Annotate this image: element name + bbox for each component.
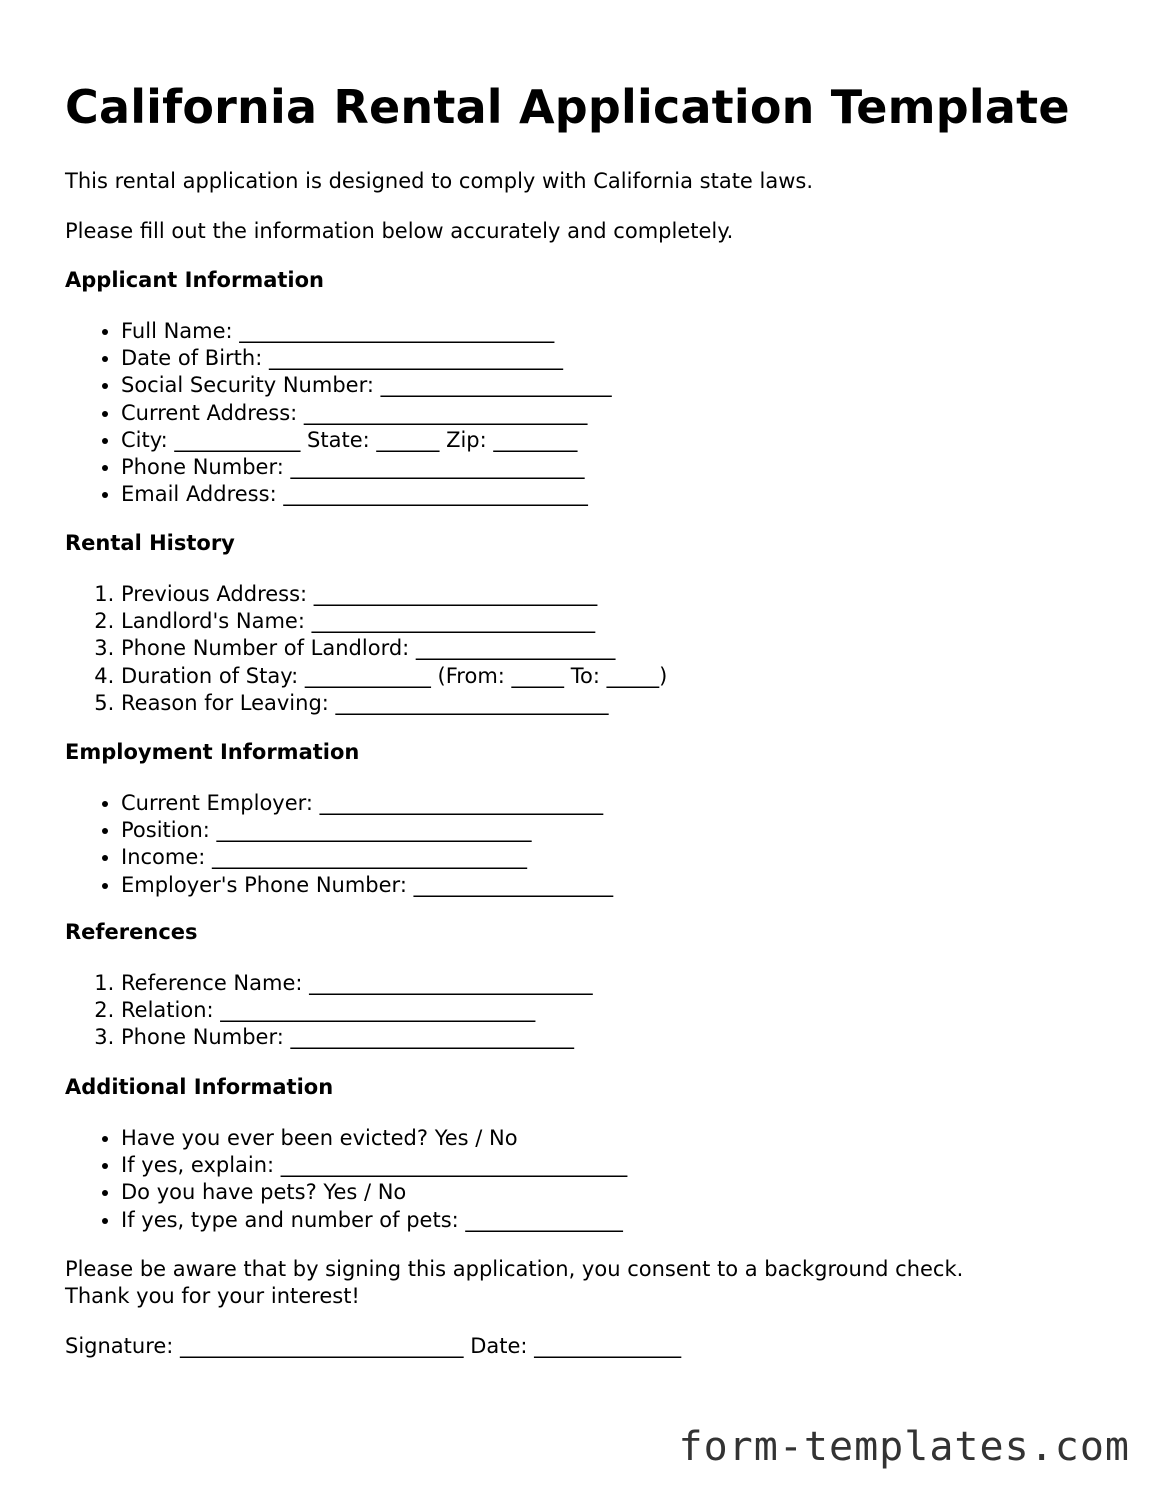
applicant-list — [65, 318, 612, 508]
list-item: • If yes, type and number of pets: _______________ — [121, 1207, 627, 1234]
consent-line-2: Thank you for your interest! — [65, 1284, 360, 1308]
references-heading: References — [65, 920, 198, 944]
list-item: 3. Phone Number of Landlord: ___________________ — [121, 635, 667, 662]
page-title: California Rental Application Template — [65, 80, 1070, 134]
list-item: 2. Relation: ______________________________ — [121, 997, 593, 1024]
list-item: 1. Reference Name: ___________________________ — [121, 970, 593, 997]
intro-line-1: This rental application is designed to comply with California state laws. — [65, 169, 814, 193]
list-item: • Employer's Phone Number: ___________________ — [121, 872, 613, 899]
list-item: 1. Previous Address: ___________________________ — [121, 581, 667, 608]
list-item: 5. Reason for Leaving: __________________________ — [121, 690, 667, 717]
list-item: • City: ____________ State: ______ Zip: ________ — [121, 427, 612, 454]
list-item: • Position: ______________________________ — [121, 817, 613, 844]
list-item: 3. Phone Number: ___________________________ — [121, 1024, 593, 1051]
list-item: • Full Name: ______________________________ — [121, 318, 612, 345]
list-item: 4. Duration of Stay: ____________ (From: _____ To: _____) — [121, 663, 667, 690]
employment-list — [65, 790, 613, 899]
intro-line-2: Please fill out the information below accurately and completely. — [65, 219, 734, 243]
list-item: • Current Address: ___________________________ — [121, 400, 612, 427]
list-item: • Social Security Number: ______________________ — [121, 372, 612, 399]
list-item: • Have you ever been evicted? Yes / No — [121, 1125, 627, 1152]
additional-heading: Additional Information — [65, 1075, 334, 1099]
consent-line-1: Please be aware that by signing this application, you consent to a background check. — [65, 1257, 964, 1281]
list-item: • If yes, explain: _________________________________ — [121, 1152, 627, 1179]
signature-date-line: Signature: ___________________________ Date: ______________ — [65, 1334, 682, 1358]
watermark-text: form-templates.com — [678, 1424, 1130, 1470]
applicant-heading: Applicant Information — [65, 268, 324, 292]
list-item: • Current Employer: ___________________________ — [121, 790, 613, 817]
additional-list — [65, 1125, 627, 1234]
employment-heading: Employment Information — [65, 740, 360, 764]
list-item: • Date of Birth: ____________________________ — [121, 345, 612, 372]
list-item: 2. Landlord's Name: ___________________________ — [121, 608, 667, 635]
references-list — [65, 970, 593, 1052]
list-item: • Income: ______________________________ — [121, 844, 613, 871]
rental-history-list — [65, 581, 667, 717]
list-item: • Do you have pets? Yes / No — [121, 1179, 627, 1206]
rental-history-heading: Rental History — [65, 531, 235, 555]
list-item: • Phone Number: ____________________________ — [121, 454, 612, 481]
list-item: • Email Address: _____________________________ — [121, 481, 612, 508]
